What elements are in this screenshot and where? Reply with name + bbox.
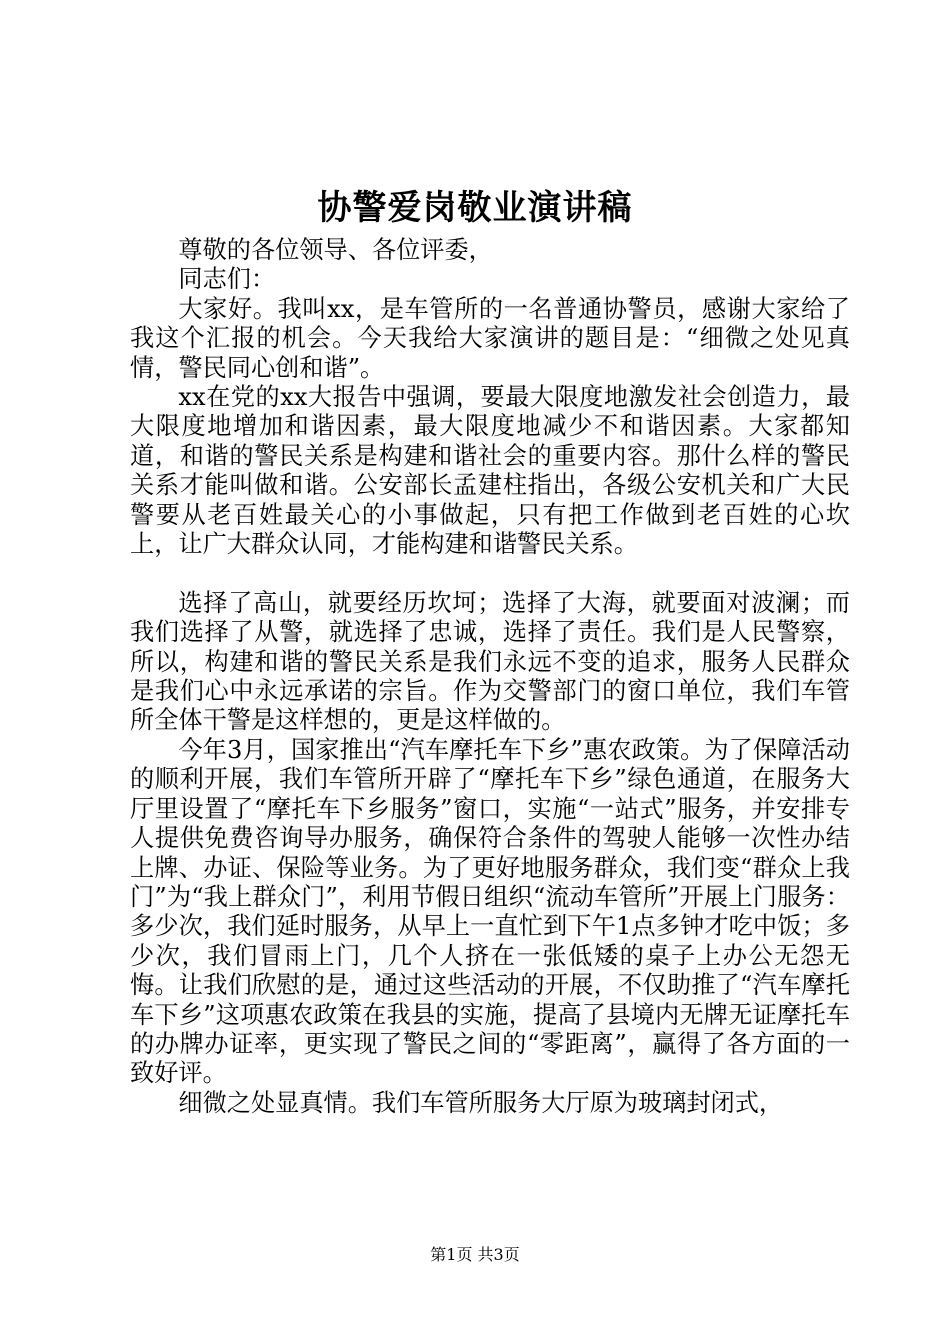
paragraph-gap [130, 559, 850, 588]
paragraph-4: 今年3月，国家推出“汽车摩托车下乡”惠农政策。为了保障活动的顺利开展，我们车管所开辟了“摩托车下乡”绿色通道，在服务大厅里设置了“摩托车下乡服务”窗口，实施“一站式”服务，并安排专人提供免费咨询导办服务，确保符合条件的驾驶人能够一次性办结上牌、办证、保险等业务。为了更好地服务群众，我们变“群众上我门”为“我上群众门”，利用节假日组织“流动车管所”开展上门服务：多少次，我们延时服务，从早上一直忙到下午1点多钟才吃中饭；多少次，我们冒雨上门，几个人挤在一张低矮的桌子上办公无怨无悔。让我们欣慰的是，通过这些活动的开展，不仅助推了“汽车摩托车下乡”这项惠农政策在我县的实施，提高了县境内无牌无证摩托车的办牌办证率，更实现了警民之间的“零距离”，赢得了各方面的一致好评。 [130, 735, 850, 1088]
page-number-footer: 第1页 共3页 [430, 1245, 520, 1264]
paragraph-3: 选择了高山，就要经历坎坷；选择了大海，就要面对波澜；而我们选择了从警，就选择了忠诚，选择了责任。我们是人民警察，所以，构建和谐的警民关系是我们永远不变的追求，服务人民群众是我们心中永远承诺的宗旨。作为交警部门的窗口单位，我们车管所全体干警是这样想的，更是这样做的。 [130, 588, 850, 735]
salutation-line-2: 同志们： [178, 265, 276, 294]
document-body [130, 236, 850, 1118]
paragraph-1: 大家好。我叫xx，是车管所的一名普通协警员，感谢大家给了我这个汇报的机会。今天我给大家演讲的题目是：“细微之处见真情，警民同心创和谐”。 [130, 294, 850, 382]
paragraph-2: xx在党的xx大报告中强调，要最大限度地激发社会创造力，最大限度地增加和谐因素，最大限度地减少不和谐因素。大家都知道，和谐的警民关系是构建和谐社会的重要内容。那什么样的警民关系才能叫做和谐。公安部长孟建柱指出，各级公安机关和广大民警要从老百姓最关心的小事做起，只有把工作做到老百姓的心坎上，让广大群众认同，才能构建和谐警民关系。 [130, 383, 850, 559]
salutation-line-1: 尊敬的各位领导、各位评委， [178, 236, 493, 264]
document-title: 协警爱岗敬业演讲稿 [317, 188, 633, 228]
paragraph-5: 细微之处显真情。我们车管所服务大厅原为玻璃封闭式， [178, 1088, 784, 1117]
